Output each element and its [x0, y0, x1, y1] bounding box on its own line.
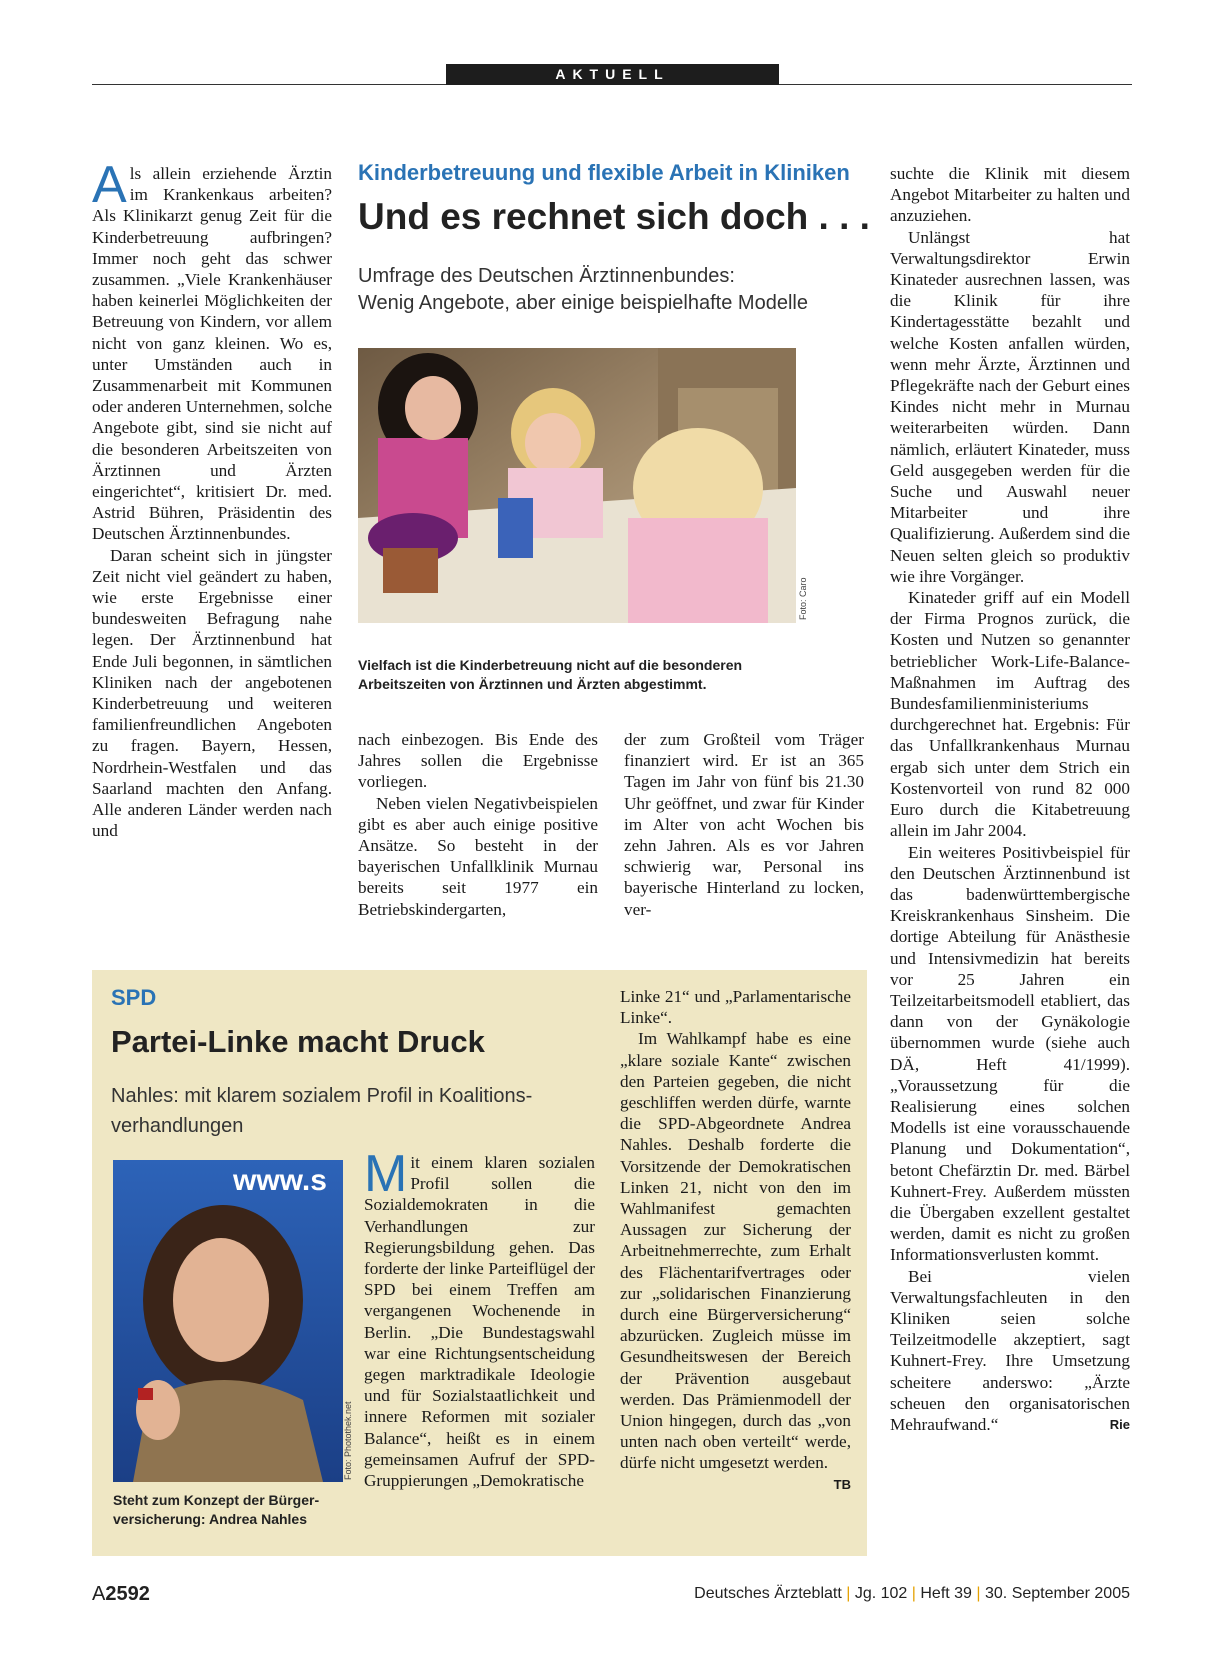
dropcap: A — [92, 156, 127, 214]
article-column-4 — [890, 163, 1130, 1435]
photo-credit: Foto: Caro — [798, 577, 808, 620]
page-prefix: A — [92, 1583, 106, 1605]
article-kicker: Kinderbetreuung und flexible Arbeit in Kliniken — [358, 160, 850, 185]
sidebar-paragraph: Linke 21“ und „Parlamentarische Linke“. — [620, 987, 851, 1028]
sidebar-paragraph — [620, 1028, 851, 1492]
journal-name: Deutsches Ärzteblatt — [694, 1585, 842, 1602]
page-number — [92, 1583, 150, 1606]
article-paragraph: Unlängst hat Verwaltungsdirektor Erwin Kinateder ausrechnen lassen, was die Klinik für ihre Kindertagesstätte bezahlt und welche Kosten anfallen würden, wenn mehr Ärzte, Ärztinnen und Pflegekräfte nach der Geburt eines Kindes nicht mehr in Murnau weiterarbeiten würden. Dann nämlich, erläutert Kinateder, muss Geld ausgegeben werden für die Suche und Auswahl neuer Mitarbeiter und ihre Qualifizierung. Außerdem sind die Neuen selten gleich so produktiv wie ihre Vorgänger. — [890, 227, 1130, 586]
sidebar-paragraph: it einem klaren sozialen Profil sollen die Sozialdemokraten in die Verhandlungen zur Regierungsbildung gehen. Das forderte der linke Parteiflügel der SPD bei einem Treffen am vergangenen Wochenende in Berlin. „Die Bundestagswahl war eine Richtungsentscheidung gegen marktradikale Ideologie und für Sozialstaatlichkeit und innere Reformen mit sozialer Balance“, heißt es in einem gemeinsamen Aufruf der SPD-Gruppierungen „Demokratische — [364, 1153, 595, 1491]
sidebar-kicker: SPD — [111, 985, 157, 1010]
children-photo — [358, 348, 796, 623]
article-paragraph: nach einbezogen. Bis Ende des Jahres sollen die Ergebnisse vorliegen. — [358, 730, 598, 792]
sidebar-deck-line-1: Nahles: mit klarem sozialem Profil in Koalitions- — [111, 1085, 533, 1107]
article-paragraph: Neben vielen Negativbeispielen gibt es aber auch einige positive Ansätze. So besteht in der bayerischen Unfallklinik Murnau bereits seit 1977 ein Betriebskindergarten, — [358, 793, 598, 919]
journal-volume: Jg. 102 — [854, 1585, 908, 1602]
deck-line-2: Wenig Angebote, aber einige beispielhafte Modelle — [358, 292, 808, 314]
banner-text: www.s — [233, 1164, 327, 1197]
section-label: AKTUELL — [446, 64, 779, 85]
article-deck — [358, 263, 808, 317]
journal-date: 30. September 2005 — [985, 1585, 1130, 1602]
article-paragraph: der zum Großteil vom Träger finanziert wird. Er ist an 365 Tagen im Jahr von fünf bis 21.30 Uhr geöffnet, und zwar für Kinder im Alter von acht Wochen bis zehn Jahren. Als es vor Jahren schwierig war, Personal ins bayerische Hinterland zu locken, ver- — [624, 730, 864, 919]
article-paragraph: ls allein erziehende Ärztin im Krankenkaus arbeiten? Als Klinikarzt genug Zeit für die Kinderbetreuung aufbringen? Immer noch geht das schwer zusammen. „Viele Krankenhäuser haben keinerlei Möglichkeiten der Betreuung von Kindern, vor allem nicht von ganz kleinen. Wo es, unter Umständen auch in Zusammenarbeit mit Kommunen oder anderen Unternehmen, solche Angebote gibt, sind sie nicht auf die besonderen Arbeitszeiten von Ärztinnen und Ärzten eingerichtet“, kritisiert Dr. med. Astrid Bühren, Präsidentin des Deutschen Ärztinnenbundes. — [92, 164, 332, 544]
sidebar-headline: Partei-Linke macht Druck — [111, 1024, 485, 1059]
article-column-1 — [92, 156, 332, 842]
article-paragraph: Daran scheint sich in jüngster Zeit nicht viel geändert zu haben, wie erste Ergebnisse einer bundesweiten Befragung nahe legen. Der Ärztinnenbund hat Ende Juli begonnen, in sämtlichen Kliniken nach der angebotenen Kinderbetreuung und weiteren familienfreundlichen Angeboten zu fragen. Bayern, Hessen, Nordrhein-Westfalen und das Saarland machten den Anfang. Alle anderen Länder werden nach und — [92, 545, 332, 841]
article-column-3 — [624, 729, 864, 920]
separator: | — [841, 1585, 855, 1602]
journal-issue: Heft 39 — [920, 1585, 972, 1602]
article-column-2 — [358, 729, 598, 920]
sidebar-paragraph-text: Im Wahlkampf habe es eine „klare soziale Kante“ zwischen den Parteien gegeben, die nicht geschliffen werden dürfe, warnte die SPD-Abgeordnete Andrea Nahles. Deshalb forderte die Vorsitzende der Demokratischen Linken 21, nicht von den im Wahlmanifest gemachten Aussagen zur Sicherung der Arbeitnehmerrechte, zum Erhalt des Flächentarifvertrages oder zur „solidarischen Finanzierung durch eine Bürgerversicherung“ abzurücken. Zugleich müsse im Gesundheitswesen der Bereich der Prävention ausgebaut werden. Das Prämienmodell der Union hingegen, durch das „von unten nach oben verteilt“ werde, dürfe nicht umgesetzt werden. — [620, 1029, 851, 1473]
sidebar-column-1 — [364, 1145, 595, 1491]
journal-info — [694, 1585, 1130, 1603]
deck-line-1: Umfrage des Deutschen Ärztinnenbundes: — [358, 265, 735, 287]
article-headline: Und es rechnet sich doch . . . — [358, 196, 870, 237]
sidebar-column-2 — [620, 986, 851, 1495]
sidebar-dropcap: M — [364, 1145, 408, 1203]
sidebar-deck-line-2: verhandlungen — [111, 1115, 244, 1137]
sidebar-signature: TB — [833, 1476, 851, 1492]
sidebar-caption-line-1: Steht zum Konzept der Bürger- — [113, 1492, 320, 1508]
sidebar-deck — [111, 1081, 532, 1141]
separator: | — [907, 1585, 921, 1602]
separator: | — [971, 1585, 985, 1602]
sidebar-photo-credit: Foto: Photothek.net — [343, 1401, 353, 1480]
photo-caption — [358, 656, 818, 694]
caption-line-2: Arbeitszeiten von Ärztinnen und Ärzten abgestimmt. — [358, 676, 707, 692]
article-paragraph-text: Bei vielen Verwaltungsfachleuten in den Kliniken seien solche Teilzeitmodelle akzeptiert, sagt Kuhnert-Frey. Ihre Umsetzung scheitere anderswo: „Ärzte scheuen den organisatorischen Mehraufwand.“ — [890, 1266, 1130, 1434]
sidebar-photo-caption — [113, 1491, 353, 1529]
article-paragraph: Ein weiteres Positivbeispiel für den Deutschen Ärztinnenbund ist das badenwürttembergische Kreiskrankenhaus Sinsheim. Die dortige Abteilung für Anästhesie und Intensivmedizin hat bereits vor 25 Jahren ein Teilzeitarbeitsmodell etabliert, das dann von der Gynäkologie übernommen wurde (siehe auch DÄ, Heft 41/1999). „Voraussetzung für die Realisierung eines solchen Modells ist eine vorausschauende Planung und Dokumentation“, betont Chefärztin Dr. med. Bärbel Kuhnert-Frey. Außerdem müssten die Übergaben exzellent gestaltet werden, damit es nicht zu großen Informationsverlusten kommt. — [890, 842, 1130, 1265]
page-number-value: 2592 — [105, 1583, 150, 1605]
nahles-photo — [113, 1160, 343, 1482]
author-signature: Rie — [1109, 1416, 1130, 1432]
article-paragraph — [890, 1266, 1130, 1436]
sidebar-caption-line-2: versicherung: Andrea Nahles — [113, 1511, 307, 1527]
caption-line-1: Vielfach ist die Kinderbetreuung nicht auf die besonderen — [358, 657, 743, 673]
article-paragraph: Kinateder griff auf ein Modell der Firma Prognos zurück, die Kosten und Nutzen so genannter betrieblicher Work-Life-Balance-Maßnahmen im Auftrag des Bundesfamilienministeriums durchgerechnet hat. Ergebnis: Für das Unfallkrankenhaus Murnau ergab sich unter dem Strich ein Kostenvorteil von rund 82 000 Euro durch die Kitabetreuung allein im Jahr 2004. — [890, 588, 1130, 841]
article-paragraph: suchte die Klinik mit diesem Angebot Mitarbeiter zu halten und anzuziehen. — [890, 164, 1130, 226]
